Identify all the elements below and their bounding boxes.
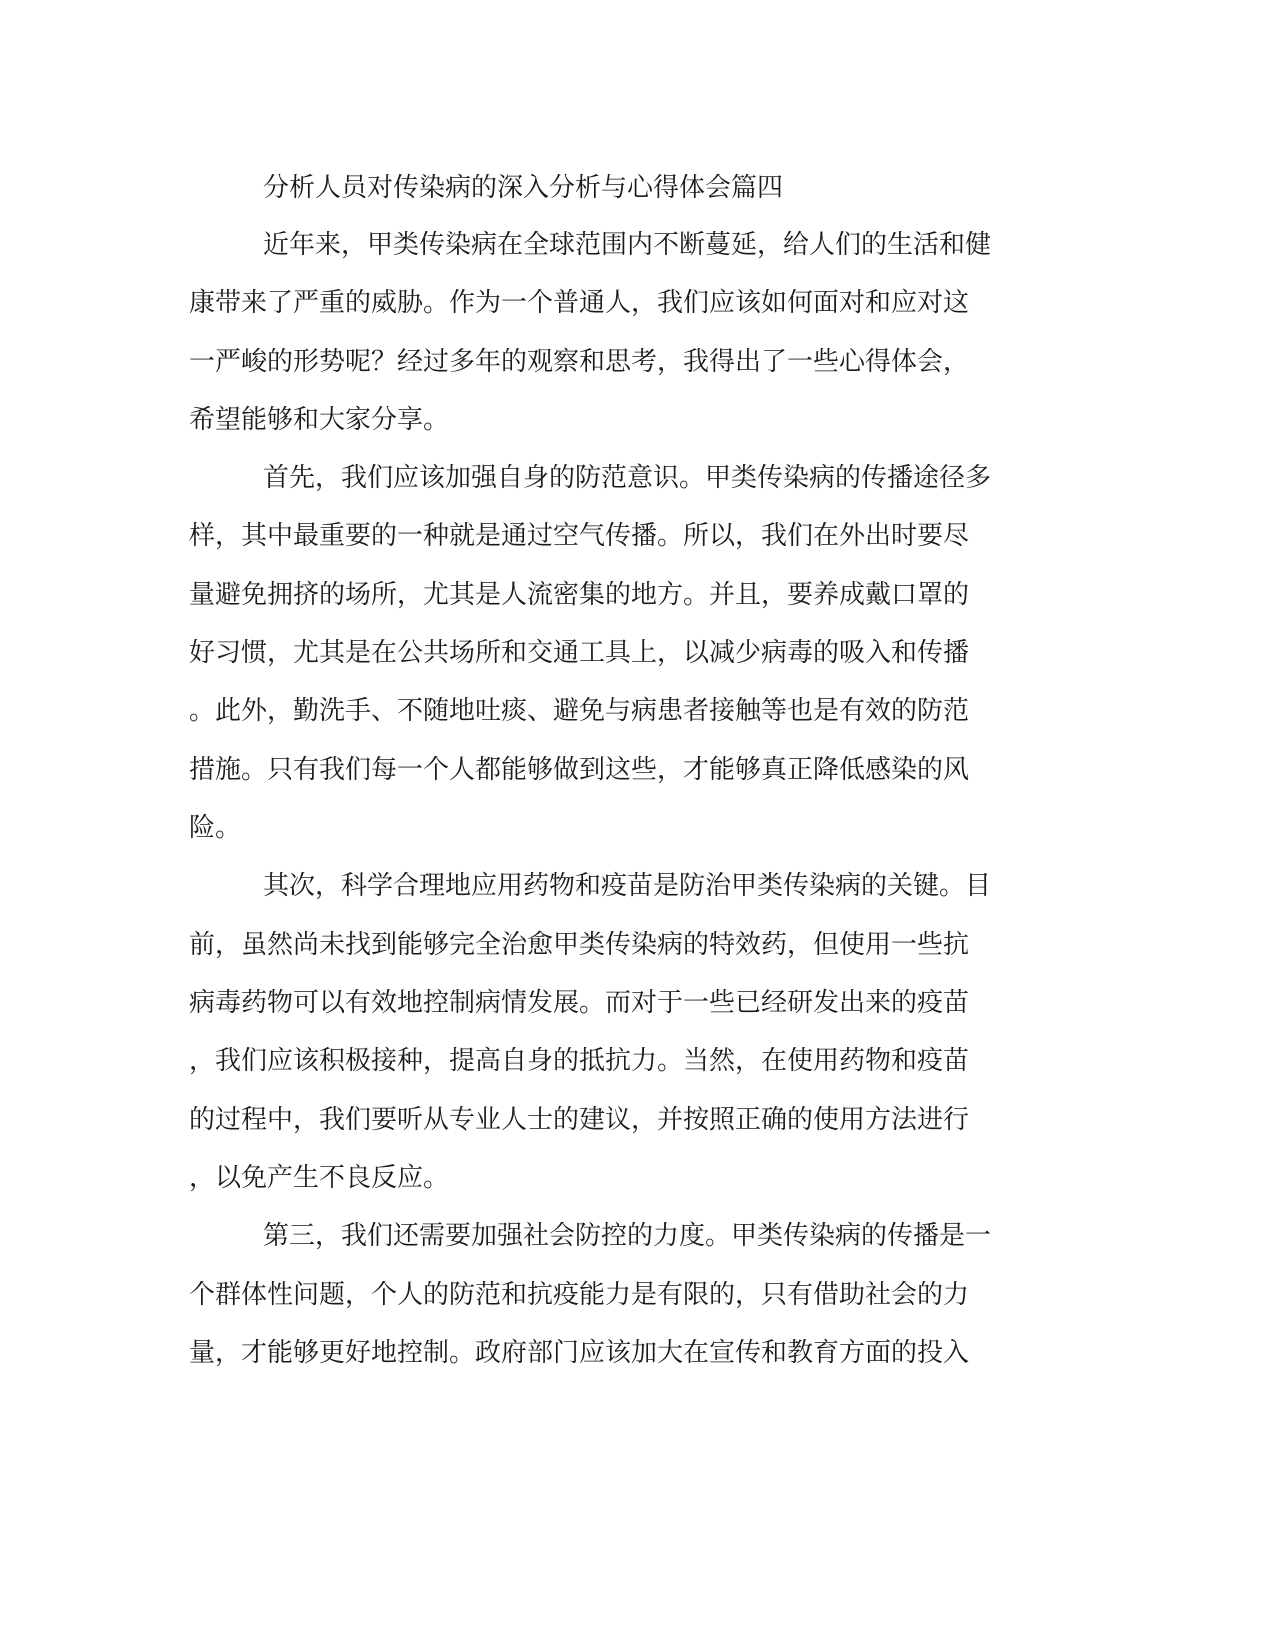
paragraph-line: 病毒药物可以有效地控制病情发展。而对于一些已经研发出来的疫苗 xyxy=(189,988,970,1018)
paragraph-line: 一严峻的形势呢？经过多年的观察和思考，我得出了一些心得体会， xyxy=(189,347,970,377)
paragraph-line: 第三，我们还需要加强社会防控的力度。甲类传染病的传播是一 xyxy=(263,1221,992,1251)
paragraph-line: 的过程中，我们要听从专业人士的建议，并按照正确的使用方法进行 xyxy=(189,1105,970,1135)
document-title: 分析人员对传染病的深入分析与心得体会篇四 xyxy=(263,173,784,203)
paragraph-line: 首先，我们应该加强自身的防范意识。甲类传染病的传播途径多 xyxy=(263,463,992,493)
paragraph-line: 个群体性问题，个人的防范和抗疫能力是有限的，只有借助社会的力 xyxy=(189,1280,970,1310)
paragraph-line: 希望能够和大家分享。 xyxy=(189,405,450,435)
paragraph-line: 措施。只有我们每一个人都能够做到这些，才能够真正降低感染的风 xyxy=(189,755,970,785)
paragraph-line: 险。 xyxy=(189,813,242,843)
paragraph-line: ，以免产生不良反应。 xyxy=(189,1163,450,1193)
paragraph-line: 前，虽然尚未找到能够完全治愈甲类传染病的特效药，但使用一些抗 xyxy=(189,930,970,960)
paragraph-line: ，我们应该积极接种，提高自身的抵抗力。当然，在使用药物和疫苗 xyxy=(189,1046,970,1076)
paragraph-line: 康带来了严重的威胁。作为一个普通人，我们应该如何面对和应对这 xyxy=(189,288,970,318)
paragraph-line: 量，才能够更好地控制。政府部门应该加大在宣传和教育方面的投入 xyxy=(189,1338,970,1368)
paragraph-line: 量避免拥挤的场所，尤其是人流密集的地方。并且，要养成戴口罩的 xyxy=(189,580,970,610)
paragraph-line: 好习惯，尤其是在公共场所和交通工具上，以减少病毒的吸入和传播 xyxy=(189,638,970,668)
paragraph-line: 。此外，勤洗手、不随地吐痰、避免与病患者接触等也是有效的防范 xyxy=(189,696,970,726)
paragraph-line: 样，其中最重要的一种就是通过空气传播。所以，我们在外出时要尽 xyxy=(189,521,970,551)
paragraph-line: 其次，科学合理地应用药物和疫苗是防治甲类传染病的关键。目 xyxy=(263,871,992,901)
paragraph-line: 近年来，甲类传染病在全球范围内不断蔓延，给人们的生活和健 xyxy=(263,230,992,260)
